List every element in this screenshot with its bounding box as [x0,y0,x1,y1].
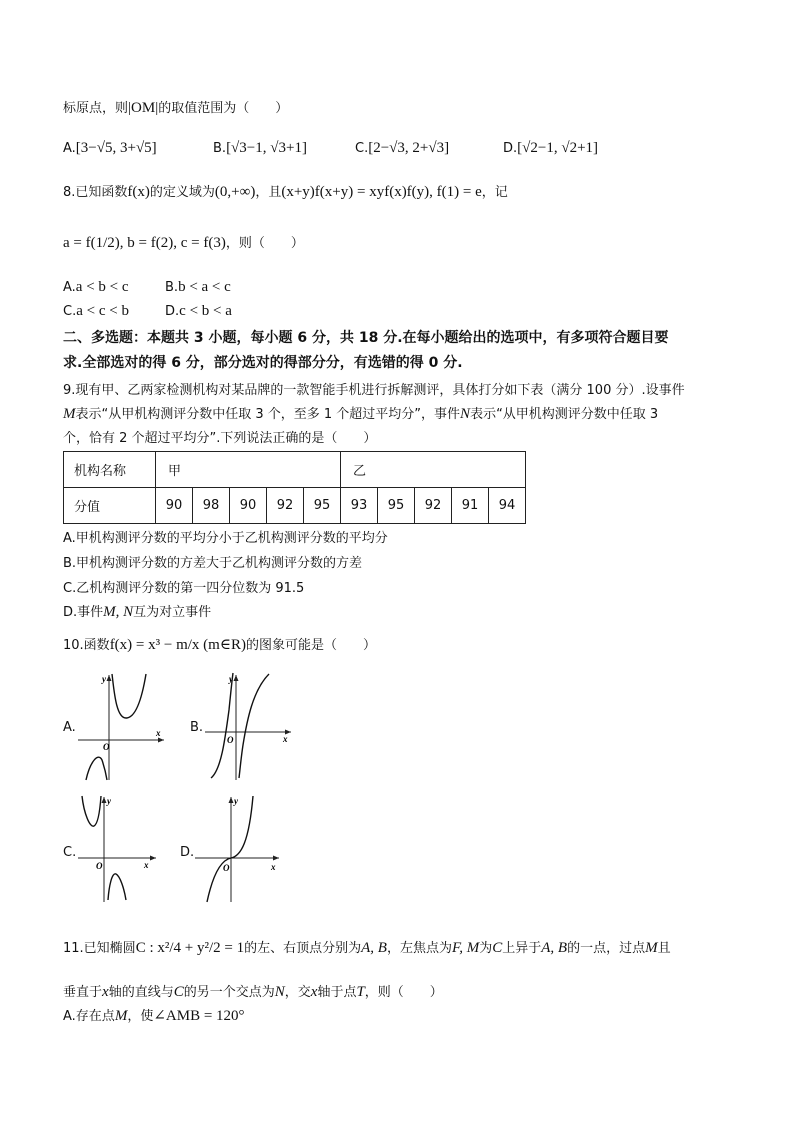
q11-text: 的一点，过点 [567,941,646,956]
y-arrow-icon [229,797,234,803]
q11-text: ，左焦点为 [386,941,452,956]
q8-stem-line2 [63,232,304,252]
option-label: D. [503,141,518,156]
q8-expr: (x+y)f(x+y) = xyf(x)f(y), f(1) = e [281,184,482,200]
q9-option-a[interactable]: A.甲机构测评分数的平均分小于乙机构测评分数的平均分 [63,531,388,546]
option-text: [3−√5, 3+√5] [75,140,157,156]
option-label: A. [63,141,76,156]
x-arrow-icon [150,856,156,861]
q10-stem [63,634,376,654]
table-header-score: 分值 [64,488,156,524]
q11-var: M [645,940,658,956]
curve-left [82,796,101,826]
table-row [64,452,526,488]
origin-label: O [223,863,230,873]
curve-left [211,673,233,778]
q9-option-d[interactable] [63,601,211,621]
q10-option-d-label[interactable]: D. [180,845,195,860]
q7-option-a[interactable] [63,140,157,157]
q11-text: 且 [657,941,671,956]
q8-text: ，则（ ） [225,236,304,251]
q11-expr: C : x²/4 + y²/2 = 1 [135,940,245,956]
q11-var: M [114,1008,128,1024]
q11-var: T [356,984,365,1000]
table-header-institution: 机构名称 [64,452,156,488]
option-text: b < a < c [178,279,231,295]
origin-label: O [227,735,234,745]
q8-text: ，且 [255,185,282,200]
q11-var: x [310,984,318,1000]
q8-option-d[interactable] [165,303,232,320]
curve-right [108,874,126,900]
q9-var: M [63,406,76,422]
axis-x-label: x [283,734,288,744]
q11-text: ，则（ ） [364,985,443,1000]
q7-option-c[interactable] [355,140,449,157]
axis-x-label: x [156,728,161,738]
q10-option-b-label[interactable]: B. [190,720,204,735]
q10-text: 10.函数 [63,638,110,653]
q11-expr: ∠AMB = 120° [153,1008,245,1024]
origin-label: O [96,861,103,871]
q11-option-a[interactable] [63,1005,245,1025]
table-row [64,488,526,524]
q11-stem-line1 [63,937,671,957]
axis-x-label: x [271,862,276,872]
curve-left [86,757,107,780]
option-text: a < c < b [76,303,129,319]
curve-right [112,674,146,718]
q11-text: 轴于点 [317,985,357,1000]
axis-x-label: x [144,860,149,870]
q8-text: ，记 [481,185,508,200]
y-arrow-icon [107,675,112,681]
q9-option-b[interactable]: B.甲机构测评分数的方差大于乙机构测评分数的方差 [63,556,363,571]
option-text: [√3−1, √3+1] [226,140,307,156]
section2-heading-line2: 求.全部选对的得 6 分，部分选对的得部分分，有选错的得 0 分. [63,355,463,371]
y-arrow-icon [102,797,107,803]
q10-graph-d[interactable] [193,792,283,904]
table-cell-score: 91 [452,488,489,524]
table-cell-score: 90 [156,488,193,524]
q8-expr: f(x) [127,184,150,200]
q11-stem-line2 [63,981,443,1001]
option-text: A.存在点 [63,1009,115,1024]
option-label: B. [213,141,227,156]
option-text: D.事件 [63,605,104,620]
q11-text: 11.已知椭圆 [63,941,136,956]
q9-stem-line1: 9.现有甲、乙两家检测机构对某品牌的一款智能手机进行拆解测评，具体打分如下表（满分 100 分）.设事件 [63,383,685,398]
q10-graph-a[interactable] [76,670,166,782]
table-cell-score: 95 [378,488,415,524]
q7-text-suffix: 的取值范围为（ ） [158,101,289,116]
option-label: B. [165,280,179,295]
q9-option-c[interactable]: C.乙机构测评分数的第一四分位数为 91.5 [63,581,305,596]
q10-option-c-label[interactable]: C. [63,845,77,860]
q11-text: 上异于 [502,941,542,956]
q10-graph-b[interactable] [203,670,293,782]
q9-text: 表示“从甲机构测评分数中任取 3 [470,407,659,422]
q11-var: F, M [451,940,480,956]
x-arrow-icon [273,856,279,861]
q11-text: 为 [479,941,493,956]
option-text: ，使 [127,1009,154,1024]
option-text: [2−√3, 2+√3] [368,140,450,156]
table-cell-score: 94 [489,488,526,524]
q11-text: 垂直于 [63,985,103,1000]
axis-y-label: y [234,796,238,806]
q11-var: A, B [361,940,387,956]
q10-option-a-label[interactable]: A. [63,720,76,735]
q8-option-a[interactable] [63,279,129,296]
curve [207,796,253,902]
q11-text: 轴的直线与 [108,985,174,1000]
table-cell-score: 92 [415,488,452,524]
q11-text: 的另一个交点为 [183,985,275,1000]
option-label: C. [63,304,77,319]
x-arrow-icon [158,738,164,743]
option-label: A. [63,280,76,295]
q11-text: 的左、右顶点分别为 [244,941,362,956]
section2-heading-line1: 二、多选题：本题共 3 小题，每小题 6 分，共 18 分.在每小题给出的选项中，有多项符合题目要 [63,330,669,346]
table-cell-score: 92 [267,488,304,524]
table-cell-score: 90 [230,488,267,524]
q10-graph-c[interactable] [76,792,166,904]
q11-var: C [173,984,184,1000]
q7-stem-tail [63,97,288,117]
y-arrow-icon [234,675,239,681]
table-cell-inst-a: 甲 [156,452,341,488]
origin-label: O [103,742,110,752]
table-cell-score: 98 [193,488,230,524]
score-table [63,451,526,524]
option-text: c < b < a [179,303,232,319]
q7-expr: |OM| [128,100,159,116]
axis-y-label: y [229,674,233,684]
q9-vars: M, N [103,604,134,620]
q9-var: N [460,406,471,422]
q9-text: 表示“从甲机构测评分数中任取 3 个，至多 1 个超过平均分”，事件 [75,407,461,422]
curve-right [239,674,269,778]
q8-option-c[interactable] [63,303,129,320]
q11-var: C [492,940,503,956]
option-label: D. [165,304,180,319]
option-text: a < b < c [75,279,129,295]
q8-option-b[interactable] [165,279,231,296]
option-label: C. [355,141,369,156]
q9-stem-line2 [63,403,658,423]
axis-y-label: y [102,674,106,684]
q11-var: A, B [541,940,568,956]
q11-var: x [102,984,109,1000]
axis-y-label: y [107,796,111,806]
q7-option-b[interactable] [213,140,307,157]
q8-stem-line1 [63,181,508,201]
option-text: 互为对立事件 [133,605,212,620]
q8-expr: (0,+∞) [214,184,256,200]
table-cell-inst-b: 乙 [341,452,526,488]
q11-text: ，交 [284,985,311,1000]
q10-text: 的图象可能是（ ） [245,638,376,653]
q10-expr: f(x) = x³ − m/x (m∈R) [109,637,246,653]
q7-text: 标原点，则 [63,101,129,116]
table-cell-score: 93 [341,488,378,524]
q8-expr: a = f(1/2), b = f(2), c = f(3) [63,235,226,251]
q8-text: 8.已知函数 [63,185,128,200]
q7-option-d[interactable] [503,140,598,157]
q8-text: 的定义域为 [149,185,215,200]
table-cell-score: 95 [304,488,341,524]
q9-stem-line3: 个，恰有 2 个超过平均分”.下列说法正确的是（ ） [63,431,377,446]
q11-var: N [274,984,285,1000]
option-text: [√2−1, √2+1] [517,140,599,156]
